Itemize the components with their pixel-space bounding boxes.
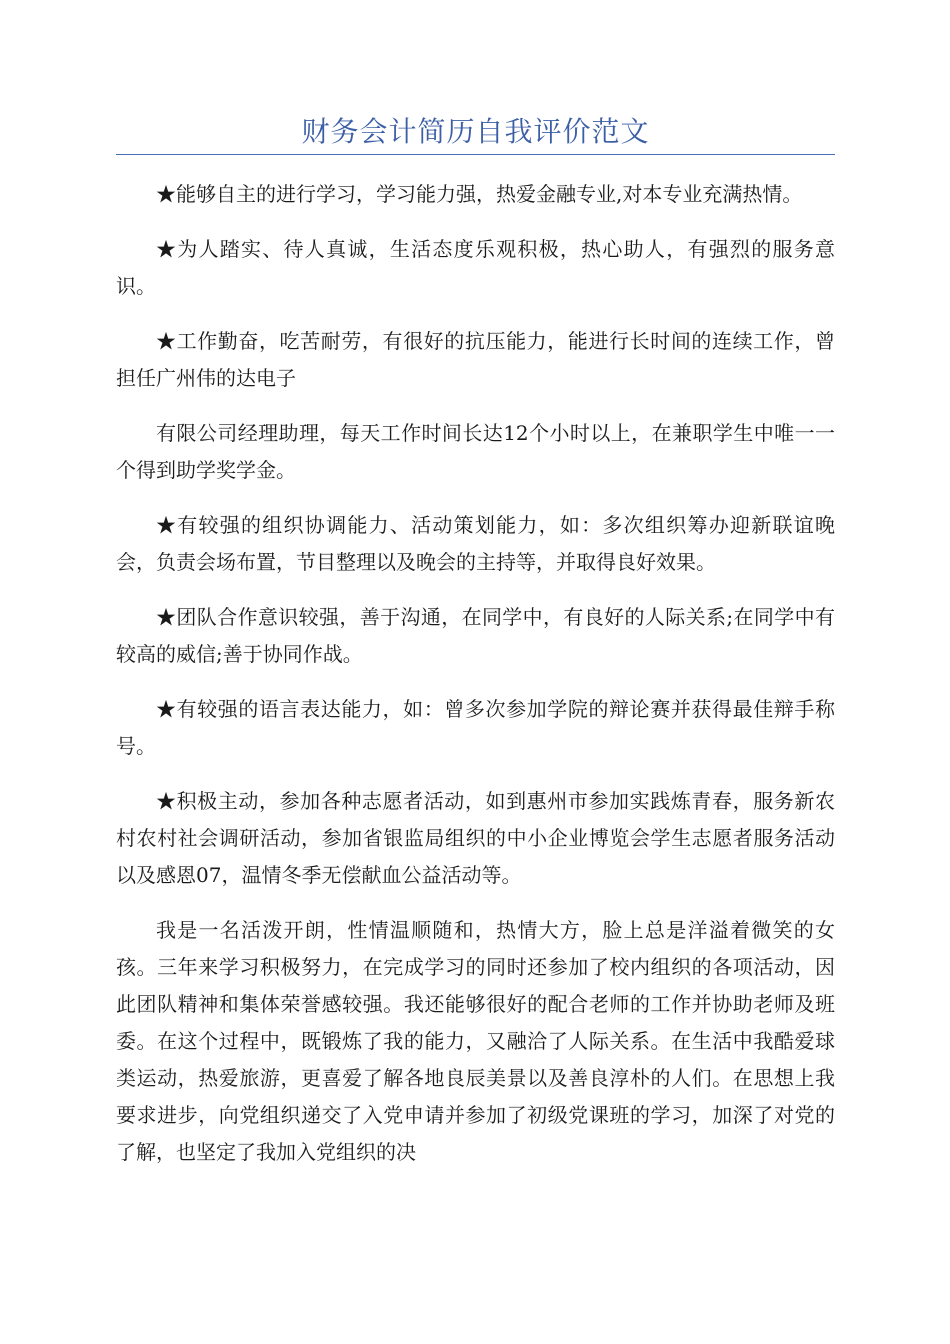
document-body (116, 176, 835, 1189)
title-underline (116, 154, 835, 155)
paragraph-3: ★工作勤奋，吃苦耐劳，有很好的抗压能力，能进行长时间的连续工作，曾担任广州伟的达电子 (116, 329, 835, 390)
paragraph-8: ★积极主动，参加各种志愿者活动，如到惠州市参加实践炼青春，服务新农村农村社会调研活动，参加省银监局组织的中小企业博览会学生志愿者服务活动以及感恩07，温情冬季无偿献血公益活动等。 (116, 789, 835, 887)
document-title: 财务会计简历自我评价范文 (301, 115, 650, 148)
paragraph-1: ★能够自主的进行学习，学习能力强，热爱金融专业,对本专业充满热情。 (156, 182, 803, 206)
paragraph-2: ★为人踏实、待人真诚，生活态度乐观积极，热心助人，有强烈的服务意识。 (116, 237, 835, 298)
paragraph-6: ★团队合作意识较强，善于沟通，在同学中，有良好的人际关系;在同学中有较高的威信;善于协同作战。 (116, 605, 835, 666)
paragraph-7: ★有较强的语言表达能力，如：曾多次参加学院的辩论赛并获得最佳辩手称号。 (116, 697, 835, 758)
paragraph-9: 我是一名活泼开朗，性情温顺随和，热情大方，脸上总是洋溢着微笑的女孩。三年来学习积极努力，在完成学习的同时还参加了校内组织的各项活动，因此团队精神和集体荣誉感较强。我还能够很好的配合老师的工作并协助老师及班委。在这个过程中，既锻炼了我的能力，又融洽了人际关系。在生活中我酷爱球类运动，热爱旅游，更喜爱了解各地良辰美景以及善良淳朴的人们。在思想上我要求进步，向党组织递交了入党申请并参加了初级党课班的学习，加深了对党的了解，也坚定了我加入党组织的决 (116, 918, 835, 1164)
paragraph-5: ★有较强的组织协调能力、活动策划能力，如：多次组织筹办迎新联谊晚会，负责会场布置，节目整理以及晚会的主持等，并取得良好效果。 (116, 513, 835, 574)
paragraph-4: 有限公司经理助理，每天工作时间长达12个小时以上，在兼职学生中唯一一个得到助学奖学金。 (116, 421, 835, 482)
